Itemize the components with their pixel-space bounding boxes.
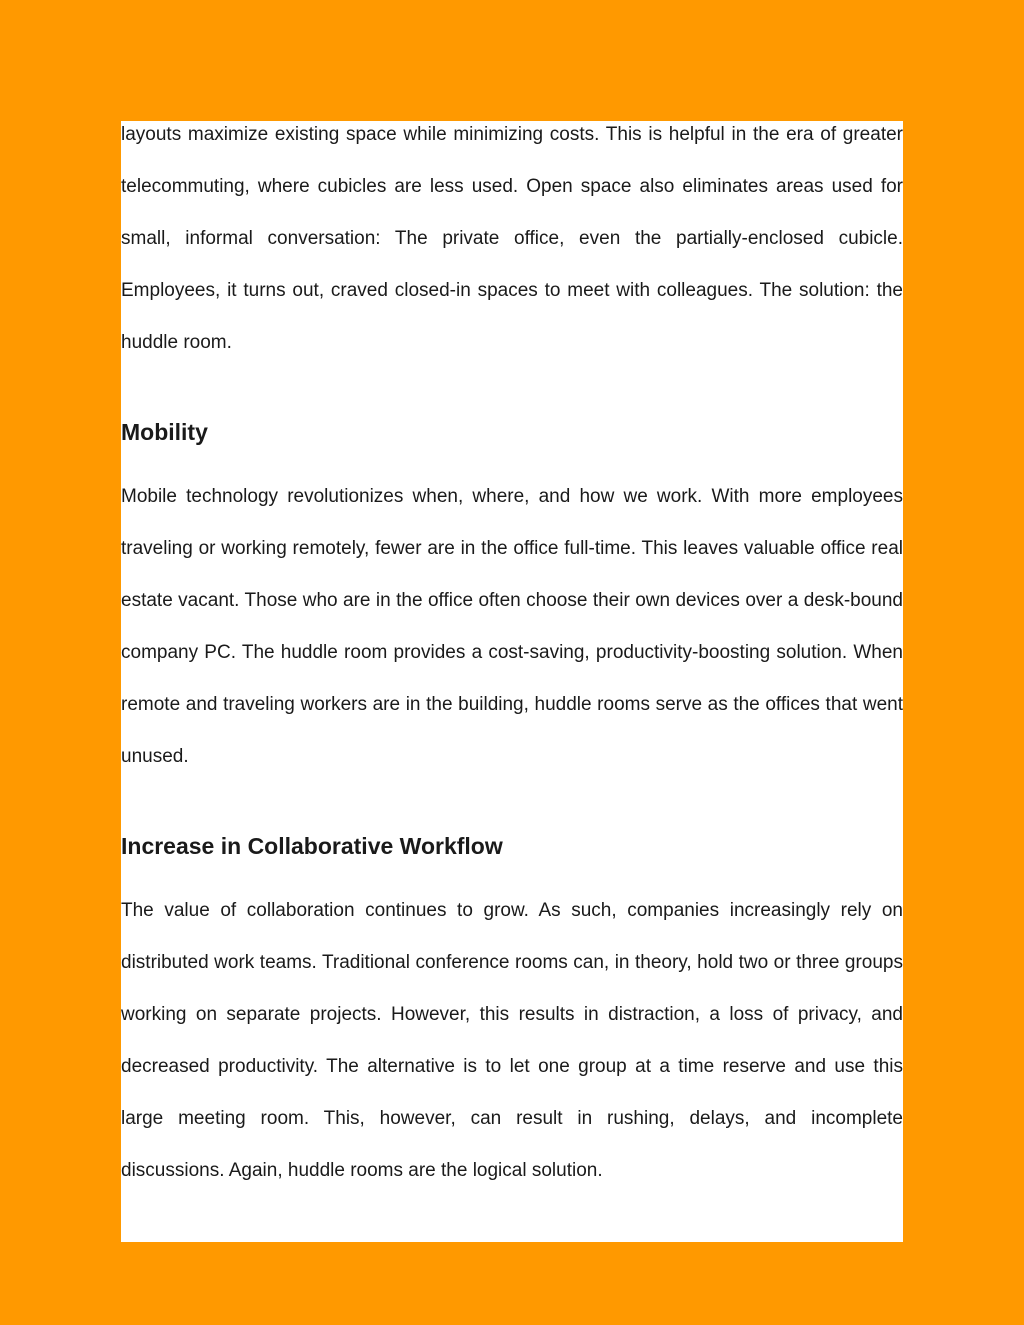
section-heading-mobility: Mobility bbox=[121, 419, 208, 445]
body-paragraph-mobility: Mobile technology revolutionizes when, where, and how we work. With more employees traveling or working remotely, fewer are in the office full-time. This leaves valuable office real estate vacant. Those who are in the office often choose their own devices over a desk-bound company PC. The huddle room provides a cost-saving, productivity-boosting solution. When remote and traveling workers are in the building, huddle rooms serve as the offices that went unused. bbox=[121, 486, 903, 767]
section-heading-collaborative-workflow: Increase in Collaborative Workflow bbox=[121, 833, 503, 859]
document-page bbox=[121, 121, 903, 1242]
body-paragraph-open-space: layouts maximize existing space while minimizing costs. This is helpful in the era of greater telecommuting, where cubicles are less used. Open space also eliminates areas used for small, informal conversation: The private office, even the partially-enclosed cubicle. Employees, it turns out, craved closed-in spaces to meet with colleagues. The solution: the huddle room. bbox=[121, 124, 903, 353]
body-paragraph-collaboration: The value of collaboration continues to grow. As such, companies increasingly rely on distributed work teams. Traditional conference rooms can, in theory, hold two or three groups working on separate projects. However, this results in distraction, a loss of privacy, and decreased productivity. The alternative is to let one group at a time reserve and use this large meeting room. This, however, can result in rushing, delays, and incomplete discussions. Again, huddle rooms are the logical solution. bbox=[121, 900, 903, 1181]
